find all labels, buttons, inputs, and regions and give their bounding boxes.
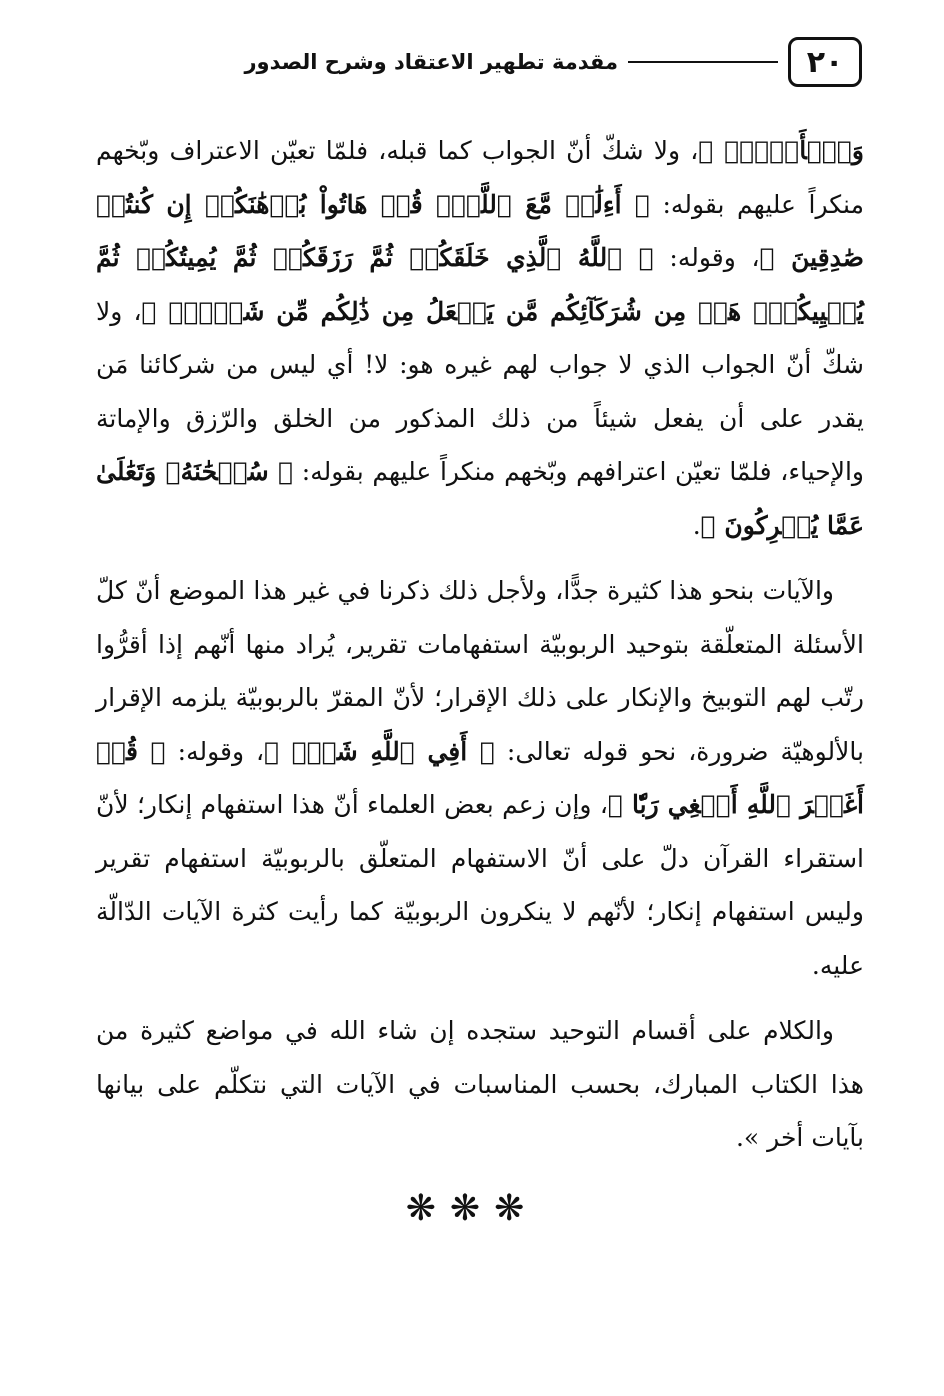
text-run: ، وقوله: xyxy=(165,736,265,766)
text-run: ، وإن زعم بعض العلماء أنّ هذا استفهام إنكار؛ لأنّ استقراء القرآن دلّ على أنّ الاستفهام المتعلّق بالربوبيّة استفهام تقرير وليس استفهام إنكار؛ لأنّهم لا ينكرون الربوبيّة كما رأيت كثرة الآيات الدّالّة عليه. xyxy=(96,790,864,980)
quran-verse: ﴿ أَءِلَٰهٞ مَّعَ ٱللَّهِۚ قُلۡ هَاتُواْ بُرۡهَٰنَكُمۡ إِن كُنتُمۡ صَٰدِقِينَ ﴾ xyxy=(96,189,864,272)
running-title: مقدمة تطهير الاعتقاد وشرح الصدور xyxy=(244,50,618,74)
quran-verse: وَٱلۡأَرۡضِۗ ﴾ xyxy=(698,136,864,165)
quran-verse: ﴿ قُلۡ أَغَيۡرَ ٱللَّهِ أَبۡغِي رَبّٗا ﴾ xyxy=(96,736,864,819)
paragraph-2 xyxy=(96,564,864,992)
quran-verse: ﴿ ٱللَّهُ ٱلَّذِي خَلَقَكُمۡ ثُمَّ رَزَقَكُمۡ ثُمَّ يُمِيتُكُمۡ ثُمَّ يُحۡيِيكُمۡۖ هَلۡ مِن شُرَكَآئِكُم مَّن يَفۡعَلُ مِن ذَٰلِكُم مِّن شَيۡءٖۚ ﴾ xyxy=(96,243,864,326)
text-run: ، وقوله: xyxy=(653,243,760,272)
text-run: ، ولا شكّ أنّ الجواب كما قبله، فلمّا تعيّن الاعتراف وبّخهم منكراً عليهم بقوله: xyxy=(96,136,864,219)
text-run: . xyxy=(692,510,701,540)
paragraph-1 xyxy=(96,124,864,552)
text-run: ، ولا شكّ أنّ الجواب الذي لا جواب لهم غيره هو: لا! أي ليس من شركائنا مَن يقدر على أن يفعل شيئاً من ذلك المذكور من الخلق والرّزق والإماتة والإحياء، فلمّا تعيّن اعترافهم وبّخهم منكراً عليهم بقوله: xyxy=(96,296,864,486)
section-end-ornament: ❋❋❋ xyxy=(405,1188,539,1229)
text-run: والكلام على أقسام التوحيد ستجده إن شاء الله في مواضع كثيرة من هذا الكتاب المبارك، بحسب المناسبات في الآيات التي نتكلّم على بيانها بآيات أخر ». xyxy=(96,1016,864,1152)
quran-verse: ﴿ أَفِي ٱللَّهِ شَكّٞ ﴾ xyxy=(264,736,495,766)
quran-verse: ﴿ سُبۡحَٰنَهُۥ وَتَعَٰلَىٰ عَمَّا يُشۡرِكُونَ ﴾ xyxy=(96,457,864,540)
header-rule xyxy=(628,61,778,63)
paragraph-3 xyxy=(96,1004,864,1165)
page-body xyxy=(96,124,864,1165)
page-number: ٢٠ xyxy=(788,37,862,87)
text-run: والآيات بنحو هذا كثيرة جدًّا، ولأجل ذلك ذكرنا في غير هذا الموضع أنّ كلّ الأسئلة المتعلّقة بتوحيد الربوبيّة استفهامات تقرير، يُراد منها أنّهم إذا أقرُّوا رتّب لهم التوبيخ والإنكار على ذلك الإقرار؛ لأنّ المقرّ بالربوبيّة يلزمه الإقرار بالألوهيّة ضرورة، نحو قوله تعالى: xyxy=(96,576,864,766)
page-header xyxy=(92,30,862,94)
